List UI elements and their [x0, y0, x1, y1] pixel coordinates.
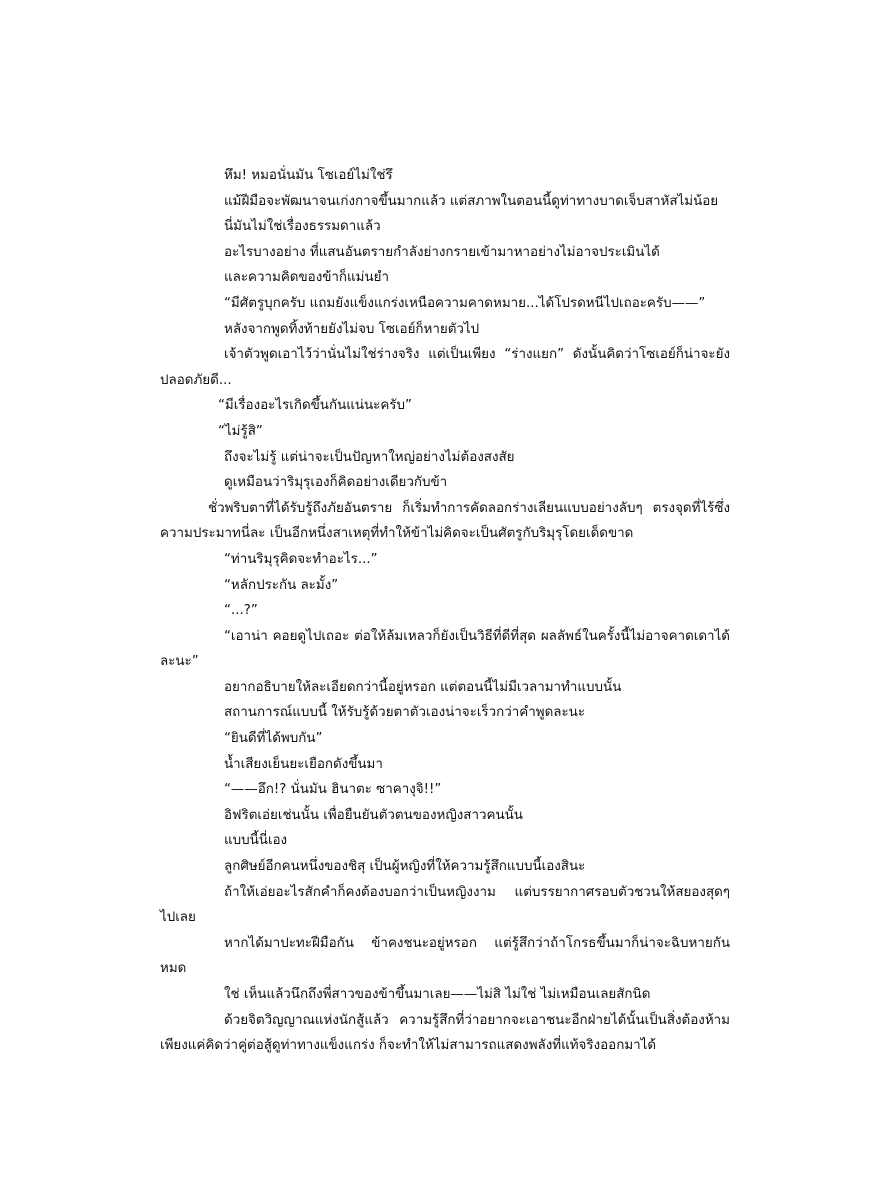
paragraph: ดูเหมือนว่าริมุรุเองก็คิดอย่างเดียวกับข้า	[224, 475, 448, 491]
paragraph: ลูกศิษย์อีกคนหนึ่งของชิสุ เป็นผู้หญิงที่ให้ความรู้สึกแบบนี้เองสินะ	[224, 859, 586, 875]
paragraph: อิฟริตเอ่ยเช่นนั้น เพื่อยืนยันตัวตนของหญิงสาวคนนั้น	[224, 807, 523, 823]
paragraph: หลังจากพูดทิ้งท้ายยังไม่จบ โซเอย์ก็หายตัวไป	[224, 321, 480, 337]
paragraph: “มีเรื่องอะไรเกิดขึ้นกันแน่นะครับ”	[218, 398, 412, 414]
paragraph: ถึงจะไม่รู้ แต่น่าจะเป็นปัญหาใหญ่อย่างไม่ต้องสงสัย	[224, 449, 515, 465]
paragraph: ใช่ เห็นแล้วนึกถึงพี่สาวของข้าขึ้นมาเลย——ไม่สิ ไม่ใช่ ไม่เหมือนเลยสักนิด	[224, 987, 651, 1002]
paragraph: แบบนี้นี่เอง	[224, 833, 288, 849]
paragraph: อยากอธิบายให้ละเอียดกว่านี้อยู่หรอก แต่ตอนนี้ไม่มีเวลามาทำแบบนั้น	[224, 679, 622, 695]
paragraph: อะไรบางอย่าง ที่แสนอันตรายกำลังย่างกรายเข้ามาหาอย่างไม่อาจประเมินได้	[224, 244, 660, 260]
paragraph: และความคิดของข้าก็แม่นยำ	[224, 270, 389, 286]
body-text	[160, 163, 730, 1059]
paragraph: ด้วยจิตวิญญาณแห่งนักสู้แล้ว ความรู้สึกที่ว่าอยากจะเอาชนะอีกฝ่ายได้นั้นเป็นสิ่งต้องห้าม เพียงแค่คิดว่าคู่ต่อสู้ดูท่าทางแข็งแกร่ง ก็จะทำให้ไม่สามารถแสดงพลังที่แท้จริงออกมาได้	[160, 1012, 730, 1054]
paragraph: เจ้าตัวพูดเอาไว้ว่านั่นไม่ใช่ร่างจริง แต่เป็นเพียง “ร่างแยก” ดังนั้นคิดว่าโซเอย์ก็น่าจะยังปลอดภัยดี...	[160, 347, 730, 388]
paragraph: นี่มันไม่ใช่เรื่องธรรมดาแล้ว	[224, 219, 381, 235]
paragraph: หากได้มาปะทะฝีมือกัน ข้าคงชนะอยู่หรอก แต่รู้สึกว่าถ้าโกรธขึ้นมาก็น่าจะฉิบหายกันหมด	[160, 935, 730, 977]
paragraph: “...?”	[224, 603, 258, 619]
paragraph: ถ้าให้เอ่ยอะไรสักคำก็คงต้องบอกว่าเป็นหญิงงาม แต่บรรยากาศรอบตัวชวนให้สยองสุดๆไปเลย	[160, 884, 730, 926]
paragraph: “ไม่รู้สิ”	[218, 423, 263, 439]
paragraph: “ท่านริมุรุคิดจะทำอะไร...”	[224, 551, 378, 567]
paragraph: “เอาน่า คอยดูไปเถอะ ต่อให้ล้มเหลวก็ยังเป็นวิธีที่ดีที่สุด ผลลัพธ์ในครั้งนี้ไม่อาจคาดเดาได้ละนะ”	[160, 628, 730, 670]
paragraph: แม้ฝีมือจะพัฒนาจนเก่งกาจขึ้นมากแล้ว แต่สภาพในตอนนี้ดูท่าทางบาดเจ็บสาหัสไม่น้อย	[224, 193, 719, 209]
paragraph: “——อึก!? นั่นมัน ฮินาตะ ซาคางุจิ!!”	[224, 782, 442, 798]
paragraph: “ยินดีที่ได้พบกัน”	[224, 731, 323, 747]
paragraph: น้ำเสียงเย็นยะเยือกดังขึ้นมา	[224, 756, 383, 772]
paragraph: ชั่วพริบตาที่ได้รับรู้ถึงภัยอันตราย ก็เริ่มทำการคัดลอกร่างเลียนแบบอย่างลับๆ ตรงจุดที่ไร้ซึ่งความประมาทนี่ละ เป็นอีกหนึ่งสาเหตุที่ทำให้ข้าไม่คิดจะเป็นศัตรูกับริมุรุโดยเด็ดขาด	[160, 500, 730, 542]
paragraph: สถานการณ์แบบนี้ ให้รับรู้ด้วยตาตัวเองน่าจะเร็วกว่าคำพูดละนะ	[224, 705, 586, 721]
paragraph: หึม! หมอนั่นมัน โซเอย์ไม่ใช่รึ	[224, 168, 393, 183]
paragraph: “มีศัตรูบุกครับ แถมยังแข็งแกร่งเหนือความคาดหมาย...ได้โปรดหนีไปเถอะครับ——”	[224, 295, 706, 311]
paragraph: “หลักประกัน ละมั้ง”	[224, 577, 339, 593]
